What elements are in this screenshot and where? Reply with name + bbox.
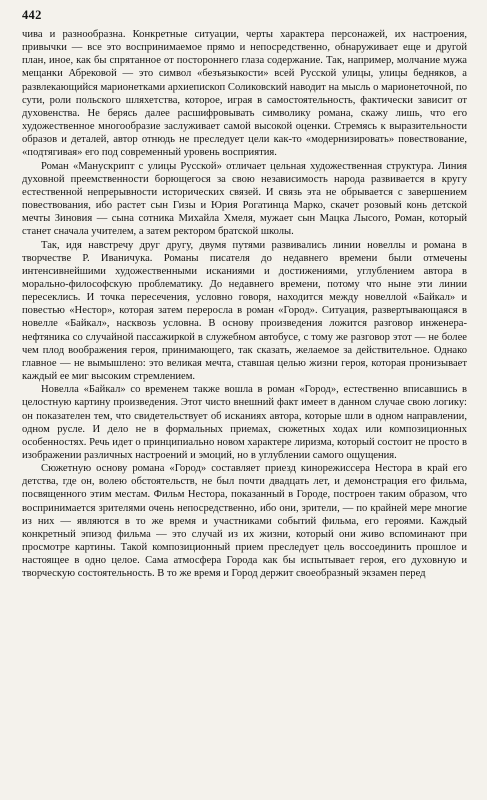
paragraph-3: Так, идя навстречу друг другу, двумя путями развивались линии новеллы и романа в творчестве Р. Иваничука. Романы писателя до недавнего времени были отмечены интенсивнейшими художественными исканиями и достижениями, углублением автора в морально-философскую проблематику. До недавнего времени, потому что ныне эти линии пересеклись. И точка пересечения, условно говоря, находится между новеллой «Байкал» и повестью «Нестор», которая затем переросла в роман «Город». Ситуация, развертывающаяся в новелле «Байкал», насквозь условна. В основу произведения ложится разговор инженера-нефтяника со случайной пассажиркой в служебном автобусе, с тому же разговор этот — не более чем плод воображения героя, принимающего, так сказать, желаемое за действительное. Однако главное — не вымышлено: это великая мечта, ставшая целью жизни героя, которая пронизывает каждый ее миг высоким стремлением. <box>22 239 467 383</box>
paragraph-1: чива и разнообразна. Конкретные ситуации, черты характера персонажей, их настроения, привычки — все это воспринимаемое прямо и непосредственно, обнаруживает еще и другой план, иное, как бы спрятанное от постороннего глаза содержание. Так, например, молчание мужа мещанки Абрековой — это символ «безъязыкости» всей Русской улицы, улицы бедняков, а развлекающийся марионетками архиепископ Соликовский наводит на мысль о марионеточной, по сути, роли польского шляхетства, которое, играя в самостоятельность, фактически зависит от духовенства. Не берясь далее расшифровывать символику романа, скажу лишь, что его художественное многообразие заслуживает самой высокой оценки. Стремясь к выразительности образов и деталей, автор отнюдь не преследует цели как-то «модернизировать» повествование, «подтягивая» его под современный уровень восприятия. <box>22 29 467 159</box>
paragraph-2: Роман «Манускрипт с улицы Русской» отличает цельная художественная структура. Линия духовной преемственности борющегося за свою независимость народа развивается в кругу естественной непрерывности исторических связей. И связь эта не обрывается с завершением повествования, ибо растет сын Гизы и Юрия Рогатинца Марко, скачет розовый конь детской мечты Зиновия — сына сотника Михайла Хмеля, мужает сын Мацка Лысого, Роман, который станет сначала учителем, а затем ректором братской школы. <box>22 160 467 238</box>
paragraph-4: Новелла «Байкал» со временем также вошла в роман «Город», естественно вписавшись в целостную картину произведения. Этот чисто внешний факт имеет в данном случае свою логику: он показателен тем, что свидетельствует об исканиях автора, которые шли в одном направлении, одном русле. И дело не в формальных приемах, сюжетных ходах или композиционных особенностях. Речь идет о принципиально новом характере лиризма, который состоит не просто в изображении различных настроений и эмоций, но в углублении самого ощущения. <box>22 384 467 461</box>
body-text <box>22 28 467 581</box>
page-number: 442 <box>22 8 42 22</box>
paragraph-5: Сюжетную основу романа «Город» составляет приезд кинорежиссера Нестора в край его детства, где он, волею обстоятельств, не был почти двадцать лет, и демонстрация его фильма, посвященного этим местам. Фильм Нестора, показанный в Городе, построен таким образом, что воспринимается зрителями очень непосредственно, ибо они, зрители, — по крайней мере многие из них — являются в то же время и участниками событий фильма, его героями. Каждый конкретный эпизод фильма — это случай из их жизни, который они живо вспоминают при просмотре картины. Такой композиционный прием преследует цель воссоединить прошлое и настоящее в одно целое. Сама атмосфера Города как бы испытывает героя, его духовную и творческую состоятельность. В то же время и Город держит своеобразный экзамен перед <box>22 463 467 580</box>
